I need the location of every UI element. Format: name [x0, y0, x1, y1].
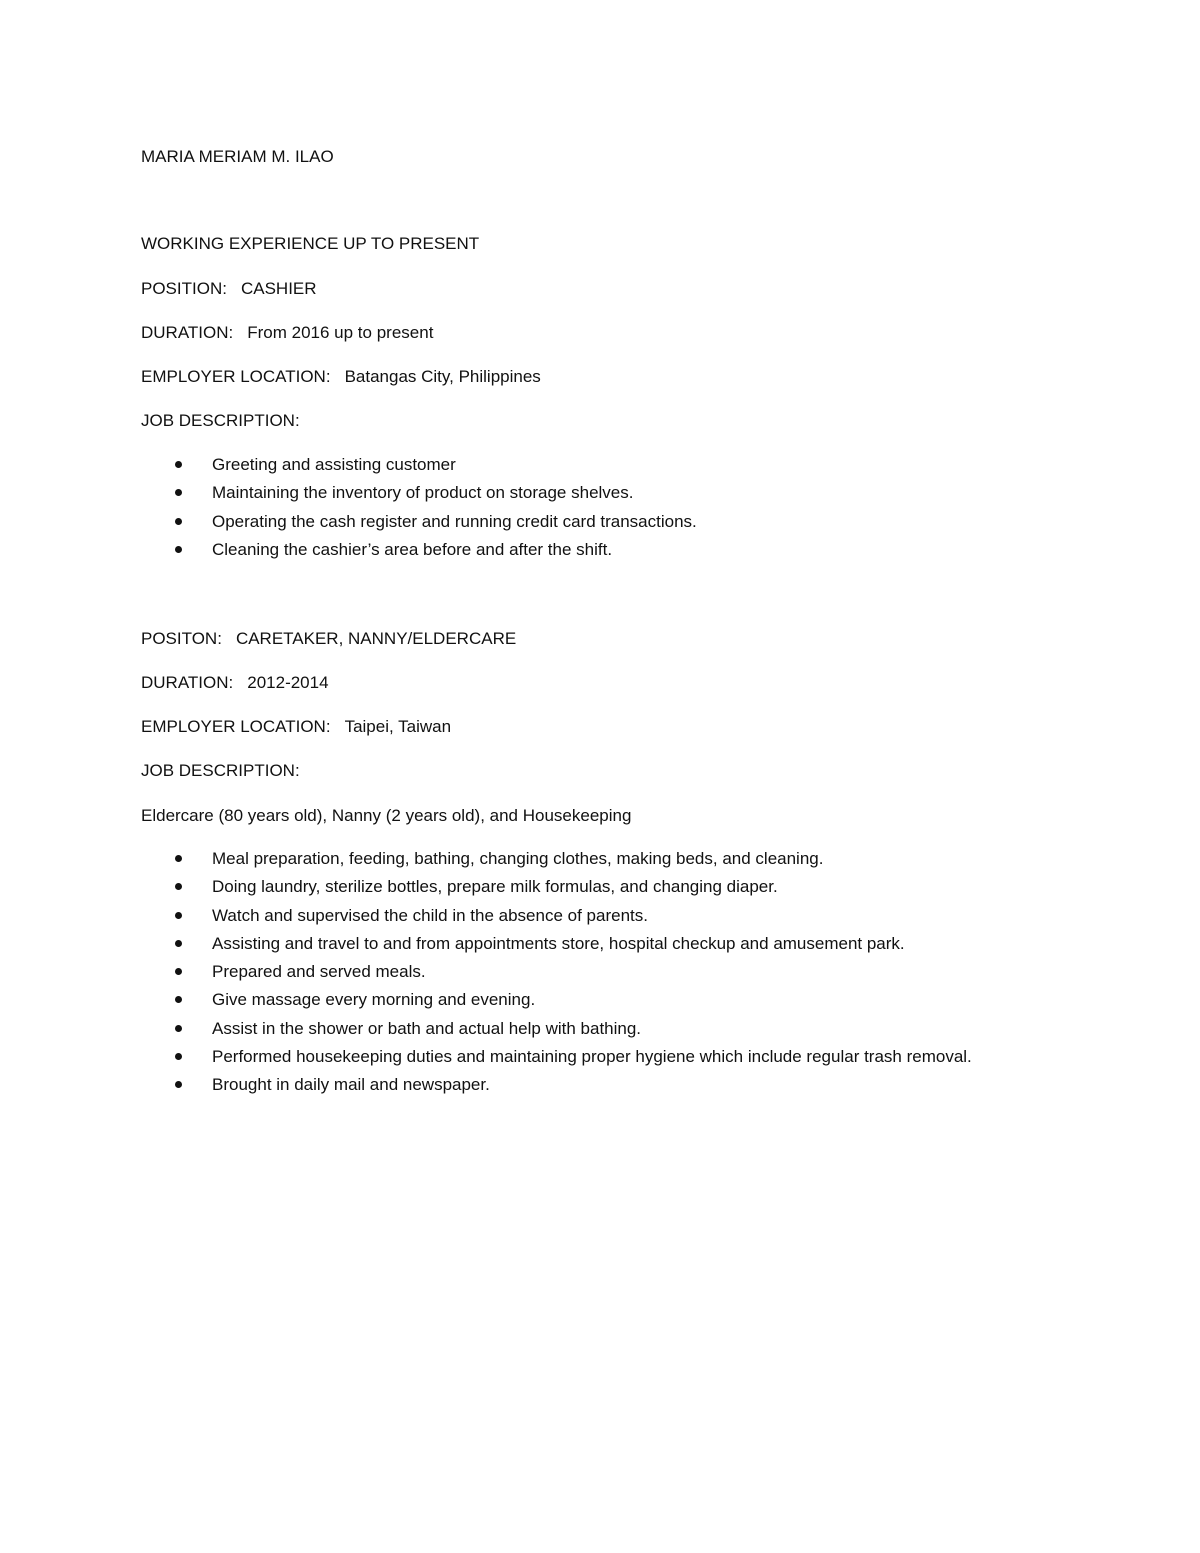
job2-location-value: Taipei, Taiwan	[344, 717, 452, 736]
applicant-name: MARIA MERIAM M. ILAO	[141, 147, 334, 166]
list-item	[141, 930, 1042, 958]
job1-duration-label: DURATION:	[141, 323, 234, 342]
bullet-icon	[175, 489, 182, 496]
list-item	[141, 958, 1042, 986]
job2-summary: Eldercare (80 years old), Nanny (2 years old), and Housekeeping	[141, 806, 632, 825]
bullet-icon	[175, 855, 182, 862]
job2-location-row	[141, 716, 451, 738]
list-item	[141, 1043, 1042, 1071]
duty-text: Operating the cash register and running credit card transactions.	[212, 511, 697, 531]
job2-location-label: EMPLOYER LOCATION:	[141, 717, 331, 736]
job2-duration-value: 2012-2014	[247, 673, 329, 692]
list-item	[141, 845, 1042, 873]
job2-position-value: CARETAKER, NANNY/ELDERCARE	[235, 629, 517, 648]
list-item	[141, 451, 1042, 479]
list-item	[141, 479, 1042, 507]
duty-text: Assist in the shower or bath and actual help with bathing.	[212, 1018, 642, 1038]
list-item	[141, 873, 1042, 901]
duty-text: Doing laundry, sterilize bottles, prepare milk formulas, and changing diaper.	[212, 877, 778, 897]
job1-position-value: CASHIER	[240, 279, 317, 298]
job1-duration-value: From 2016 up to present	[247, 323, 434, 342]
job2-description-label: JOB DESCRIPTION:	[141, 761, 300, 780]
bullet-icon	[175, 1025, 182, 1032]
list-item	[141, 536, 1042, 564]
duty-text: Meal preparation, feeding, bathing, changing clothes, making beds, and cleaning.	[212, 849, 824, 868]
duty-text: Prepared and served meals.	[212, 962, 426, 982]
list-item	[141, 986, 1042, 1014]
bullet-icon	[175, 968, 182, 975]
duty-text: Watch and supervised the child in the absence of parents.	[212, 905, 648, 925]
duty-text: Greeting and assisting customer	[212, 455, 456, 474]
duty-text: Maintaining the inventory of product on storage shelves.	[212, 483, 634, 503]
list-item	[141, 508, 1042, 536]
job1-description-label: JOB DESCRIPTION:	[141, 411, 300, 430]
bullet-icon	[175, 518, 182, 525]
section-title: WORKING EXPERIENCE UP TO PRESENT	[141, 234, 480, 253]
bullet-icon	[175, 1053, 182, 1060]
bullet-icon	[175, 940, 182, 947]
bullet-icon	[175, 1081, 182, 1088]
bullet-icon	[175, 461, 182, 468]
bullet-icon	[175, 912, 182, 919]
list-item	[141, 1071, 1042, 1099]
list-item	[141, 902, 1042, 930]
job1-position-label: POSITION:	[141, 279, 227, 298]
duty-text: Performed housekeeping duties and maintaining proper hygiene which include regular trash removal.	[212, 1047, 972, 1067]
job1-location-value: Batangas City, Philippines	[344, 367, 541, 386]
duty-text: Cleaning the cashier’s area before and after the shift.	[212, 539, 613, 559]
job1-location-row	[141, 366, 541, 388]
duty-text: Assisting and travel to and from appointments store, hospital checkup and amusement park.	[212, 933, 905, 953]
job1-location-label: EMPLOYER LOCATION:	[141, 367, 331, 386]
bullet-icon	[175, 883, 182, 890]
job2-position-row	[141, 628, 516, 650]
duty-text: Give massage every morning and evening.	[212, 990, 536, 1010]
job2-duration-label: DURATION:	[141, 673, 234, 692]
job2-position-label: POSITON:	[141, 629, 222, 648]
bullet-icon	[175, 546, 182, 553]
job1-duties-list	[141, 451, 1042, 564]
list-item	[141, 1015, 1042, 1043]
bullet-icon	[175, 996, 182, 1003]
duty-text: Brought in daily mail and newspaper.	[212, 1075, 490, 1095]
job1-duration-row	[141, 322, 433, 344]
job2-duties-list	[141, 845, 1042, 1100]
job1-position-row	[141, 278, 317, 300]
job2-duration-row	[141, 672, 329, 694]
